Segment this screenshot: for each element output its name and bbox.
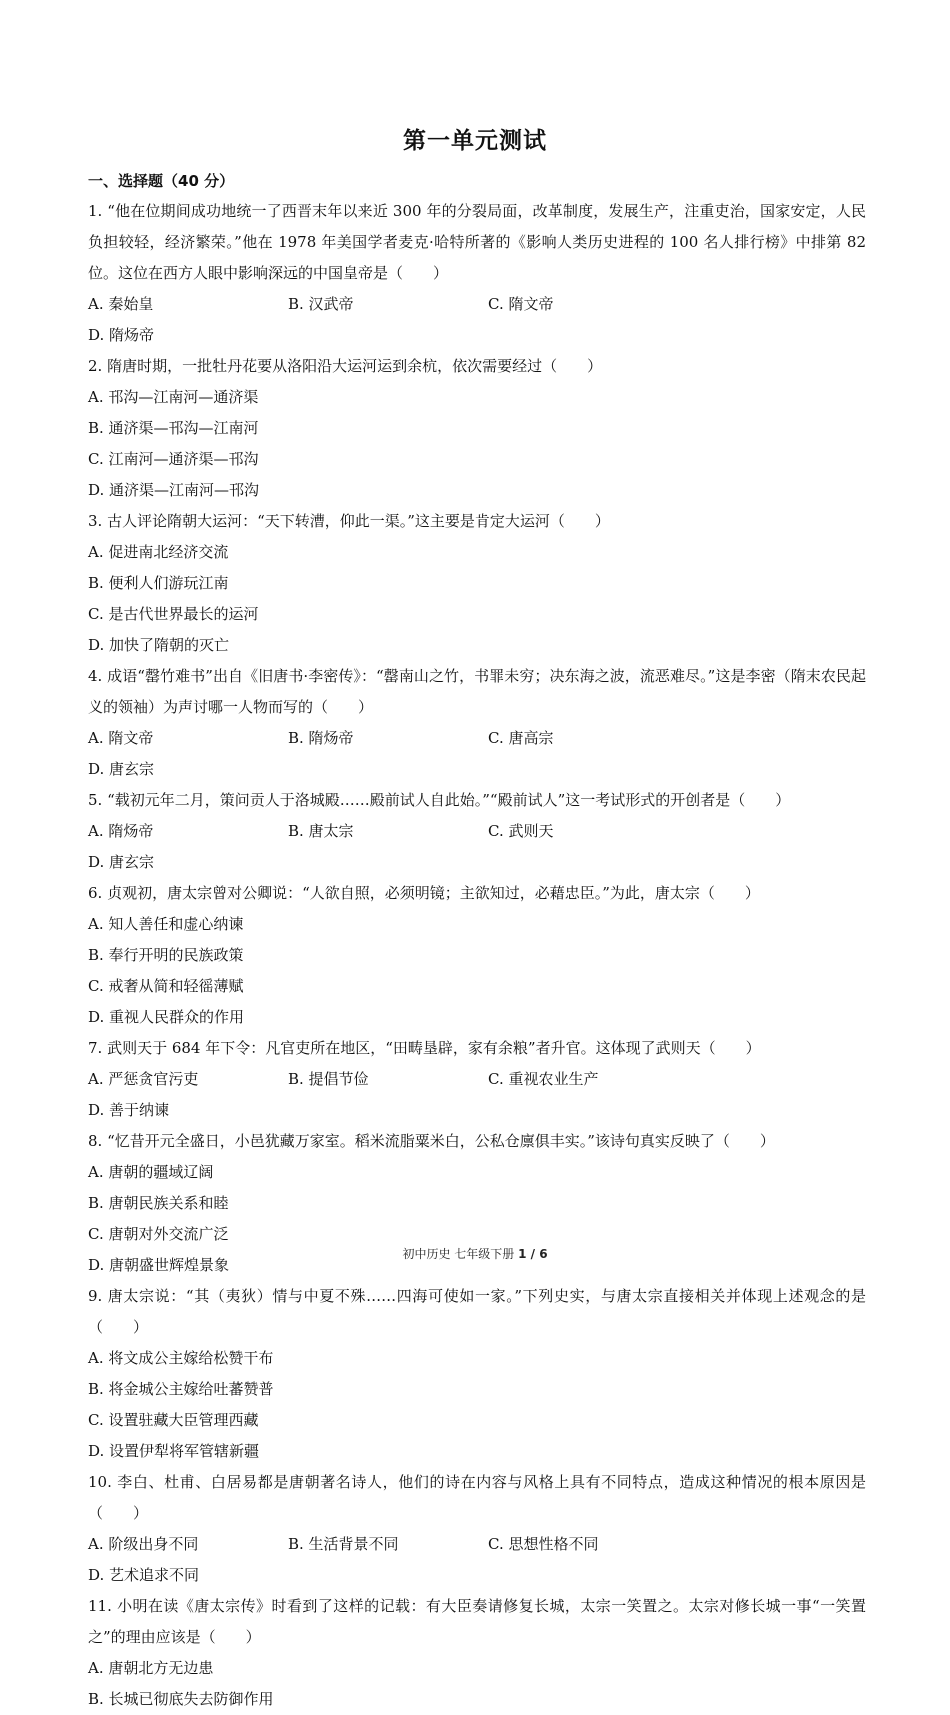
answer-option: A. 唐朝的疆域辽阔 bbox=[88, 1163, 214, 1181]
question-item bbox=[88, 1033, 866, 1126]
answer-option: C. 江南河—通济渠—邗沟 bbox=[88, 450, 259, 468]
option-group bbox=[88, 1529, 866, 1591]
answer-option: D. 重视人民群众的作用 bbox=[88, 1008, 245, 1026]
answer-option: C. 唐朝对外交流广泛 bbox=[88, 1225, 229, 1243]
answer-option: B. 长城已彻底失去防御作用 bbox=[88, 1690, 274, 1708]
question-stem: 8. “忆昔开元全盛日，小邑犹藏万家室。稻米流脂粟米白，公私仓廪俱丰实。”该诗句真实反映了（ ） bbox=[88, 1132, 775, 1150]
footer-text: 初中历史 七年级下册 bbox=[402, 1247, 515, 1261]
answer-option: B. 将金城公主嫁给吐蕃赞普 bbox=[88, 1380, 274, 1398]
question-stem: 1. “他在位期间成功地统一了西晋末年以来近 300 年的分裂局面，改革制度，发展生产，注重吏治，国家安定，人民负担较轻，经济繁荣。”他在 1978 年美国学者麦克·哈特所著的《影响人类历史进程的 100 名人排行榜》中排第 82 位。这位在西方人眼中影响深远的中国皇帝是（ ） bbox=[88, 202, 866, 282]
answer-option: C. 是古代世界最长的运河 bbox=[88, 605, 259, 623]
question-stem: 9. 唐太宗说：“其（夷狄）情与中夏不殊……四海可使如一家。”下列史实，与唐太宗直接相关并体现上述观念的是（ ） bbox=[88, 1287, 866, 1336]
question-item bbox=[88, 785, 866, 878]
section-heading: 一、选择题（40 分） bbox=[88, 172, 235, 190]
option-group bbox=[88, 1343, 866, 1467]
answer-option: D. 加快了隋朝的灭亡 bbox=[88, 636, 230, 654]
answer-option: D. 唐玄宗 bbox=[88, 853, 155, 871]
answer-option: C. 思想性格不同 bbox=[488, 1535, 599, 1553]
answer-option: A. 严惩贪官污吏 bbox=[88, 1070, 199, 1088]
answer-option: C. 唐高宗 bbox=[488, 729, 554, 747]
answer-option: B. 奉行开明的民族政策 bbox=[88, 946, 244, 964]
question-stem: 4. 成语“罄竹难书”出自《旧唐书·李密传》：“罄南山之竹，书罪未穷；决东海之波，流恶难尽。”这是李密（隋末农民起义的领袖）为声讨哪一人物而写的（ ） bbox=[88, 667, 866, 716]
option-group bbox=[88, 816, 866, 878]
answer-option: B. 通济渠—邗沟—江南河 bbox=[88, 419, 259, 437]
answer-option: A. 将文成公主嫁给松赞干布 bbox=[88, 1349, 274, 1367]
question-item bbox=[88, 1591, 866, 1715]
answer-option: C. 设置驻藏大臣管理西藏 bbox=[88, 1411, 259, 1429]
option-group bbox=[88, 1653, 866, 1715]
answer-option: D. 设置伊犁将军管辖新疆 bbox=[88, 1442, 260, 1460]
option-group bbox=[88, 723, 866, 785]
question-stem: 2. 隋唐时期，一批牡丹花要从洛阳沿大运河运到余杭，依次需要经过（ ） bbox=[88, 357, 603, 375]
answer-option: D. 艺术追求不同 bbox=[88, 1566, 200, 1584]
question-item bbox=[88, 878, 866, 1033]
answer-option: D. 善于纳谏 bbox=[88, 1101, 170, 1119]
answer-option: B. 提倡节俭 bbox=[288, 1070, 369, 1088]
answer-option: D. 唐玄宗 bbox=[88, 760, 155, 778]
question-stem: 6. 贞观初，唐太宗曾对公卿说：“人欲自照，必须明镜；主欲知过，必藉忠臣。”为此，唐太宗（ ） bbox=[88, 884, 760, 902]
page-footer bbox=[0, 1245, 950, 1262]
question-stem: 3. 古人评论隋朝大运河：“天下转漕，仰此一渠。”这主要是肯定大运河（ ） bbox=[88, 512, 610, 530]
answer-option: C. 隋文帝 bbox=[488, 295, 554, 313]
question-stem: 11. 小明在读《唐太宗传》时看到了这样的记载：有大臣奏请修复长城，太宗一笑置之。太宗对修长城一事“一笑置之”的理由应该是（ ） bbox=[88, 1597, 866, 1646]
answer-option: A. 隋文帝 bbox=[88, 729, 154, 747]
answer-option: C. 重视农业生产 bbox=[488, 1070, 599, 1088]
question-item bbox=[88, 1467, 866, 1591]
answer-option: B. 隋炀帝 bbox=[288, 729, 354, 747]
answer-option: B. 生活背景不同 bbox=[288, 1535, 399, 1553]
option-group bbox=[88, 289, 866, 351]
question-item bbox=[88, 196, 866, 351]
answer-option: D. 隋炀帝 bbox=[88, 326, 155, 344]
question-item bbox=[88, 351, 866, 506]
option-group bbox=[88, 382, 866, 506]
answer-option: B. 唐朝民族关系和睦 bbox=[88, 1194, 229, 1212]
answer-option: A. 阶级出身不同 bbox=[88, 1535, 199, 1553]
answer-option: B. 唐太宗 bbox=[288, 822, 354, 840]
answer-option: B. 便利人们游玩江南 bbox=[88, 574, 229, 592]
page-title: 第一单元测试 bbox=[403, 128, 547, 154]
answer-option: A. 邗沟—江南河—通济渠 bbox=[88, 388, 259, 406]
answer-option: A. 秦始皇 bbox=[88, 295, 154, 313]
answer-option: C. 武则天 bbox=[488, 822, 554, 840]
option-group bbox=[88, 1064, 866, 1126]
answer-option: C. 戒奢从简和轻徭薄赋 bbox=[88, 977, 244, 995]
answer-option: A. 隋炀帝 bbox=[88, 822, 154, 840]
question-list bbox=[88, 196, 866, 1715]
question-item bbox=[88, 1281, 866, 1467]
question-stem: 5. “载初元年二月，策问贡人于洛城殿……殿前试人自此始。”“殿前试人”这一考试形式的开创者是（ ） bbox=[88, 791, 791, 809]
question-item bbox=[88, 661, 866, 785]
page-number: 1 / 6 bbox=[518, 1247, 548, 1261]
option-group bbox=[88, 909, 866, 1033]
answer-option: A. 知人善任和虚心纳谏 bbox=[88, 915, 244, 933]
answer-option: B. 汉武帝 bbox=[288, 295, 354, 313]
question-stem: 7. 武则天于 684 年下令：凡官吏所在地区，“田畴垦辟，家有余粮”者升官。这体现了武则天（ ） bbox=[88, 1039, 761, 1057]
option-group bbox=[88, 1157, 866, 1281]
answer-option: D. 通济渠—江南河—邗沟 bbox=[88, 481, 260, 499]
answer-option: A. 促进南北经济交流 bbox=[88, 543, 229, 561]
option-group bbox=[88, 537, 866, 661]
answer-option: A. 唐朝北方无边患 bbox=[88, 1659, 214, 1677]
question-item bbox=[88, 506, 866, 661]
question-stem: 10. 李白、杜甫、白居易都是唐朝著名诗人，他们的诗在内容与风格上具有不同特点，造成这种情况的根本原因是（ ） bbox=[88, 1473, 866, 1522]
answer-option: D. 唐朝盛世辉煌景象 bbox=[88, 1256, 230, 1274]
